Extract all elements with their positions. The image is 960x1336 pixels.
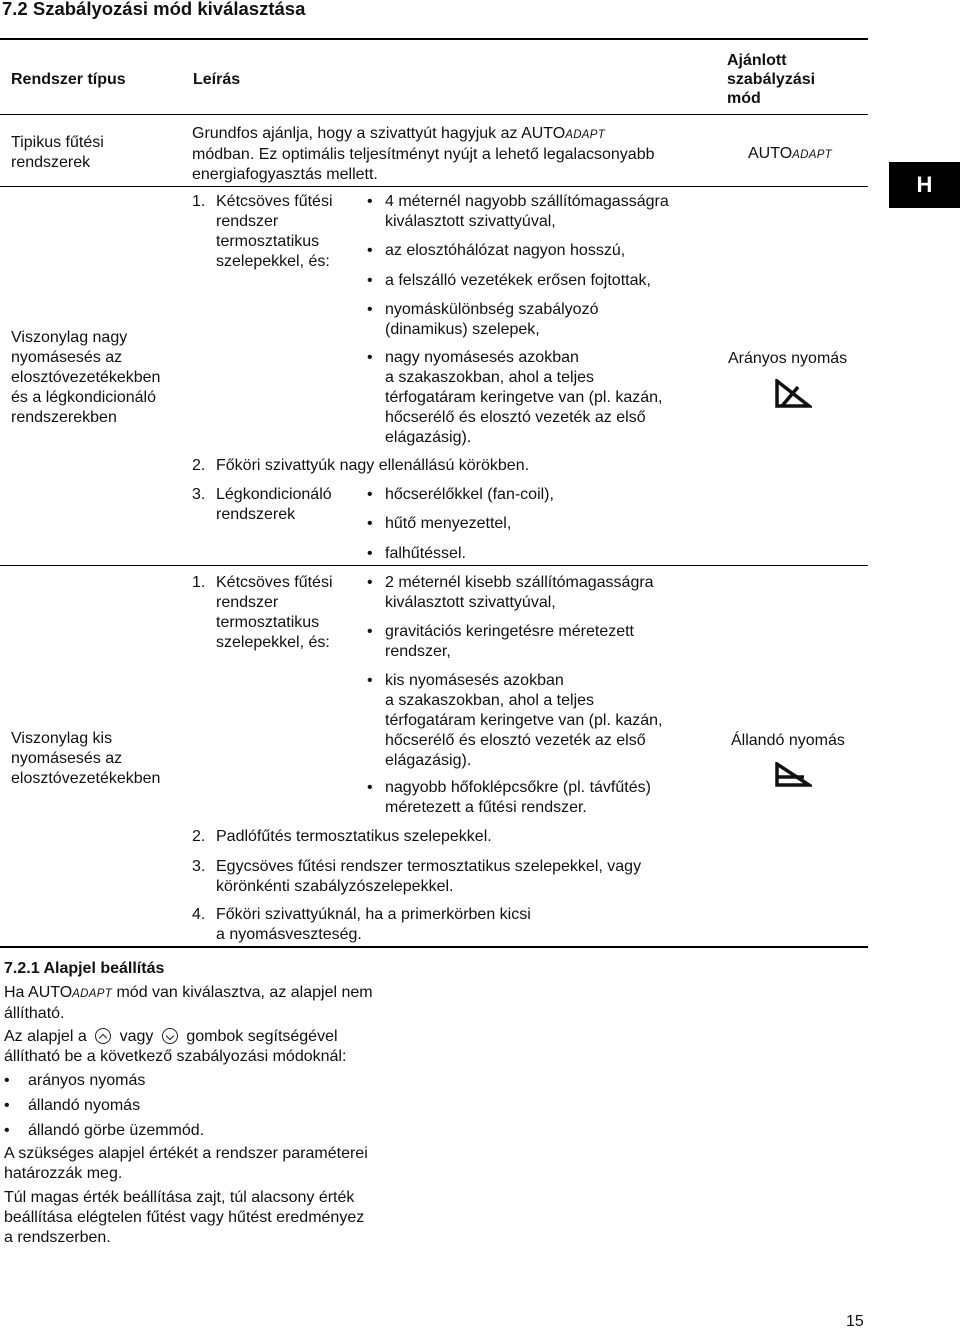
up-button-icon xyxy=(95,1028,111,1044)
row2-item-3: 3. Légkondicionáló rendszerek xyxy=(192,486,332,523)
mode-list-item-3: • állandó görbe üzemmód. xyxy=(4,1121,204,1141)
mode-list-item-1: • arányos nyomás xyxy=(4,1071,145,1091)
row1-description: Grundfos ajánlja, hogy a szivattyút hagyjuk az AUTOADAPT módban. Ez optimális teljesítményt nyújt a lehető legalacsonyabb energiafogyasztás mellett. xyxy=(192,125,655,183)
row2-bullet-4: • nyomáskülönbség szabályozó (dinamikus) szelepek, xyxy=(367,300,707,340)
page-number: 15 xyxy=(846,1313,864,1330)
proportional-pressure-icon xyxy=(774,379,812,409)
section-title: 7.2 Szabályozási mód kiválasztása xyxy=(2,0,306,19)
row2-bullet-2: • az elosztóhálózat nagyon hosszú, xyxy=(367,241,707,261)
row2-mode: Arányos nyomás xyxy=(728,350,848,367)
subsection-title: 7.2.1 Alapjel beállítás xyxy=(4,960,165,977)
row3-item-3: 3. Egycsöves fűtési rendszer termosztatikus szelepekkel, vagy körönkénti szabályzószelepekkel. xyxy=(192,858,642,895)
paragraph-warning: Túl magas érték beállítása zajt, túl alacsony érték beállítása elégtelen fűtést vagy hűtést eredményez a rendszerben. xyxy=(4,1189,365,1246)
row1-system-type: Tipikus fűtési rendszerek xyxy=(11,134,104,171)
row2-item-1: 1. Kétcsöves fűtési rendszer termosztatikus szelepekkel, és: xyxy=(192,193,333,270)
row2-item3-bullet-3: • falhűtéssel. xyxy=(367,544,707,564)
row3-bullet-3: • kis nyomásesés azokban a szakaszokban, ahol a teljes térfogatáram keringetve van (pl. kazán, hőcserélő és elosztó vezeték az első elágazásig). xyxy=(367,671,707,771)
table-top-rule xyxy=(0,38,868,40)
row3-bullet-2: • gravitációs keringetésre méretezett rendszer, xyxy=(367,622,707,662)
header-description: Leírás xyxy=(193,71,241,88)
paragraph-setpoint-buttons: Az alapjel a vagy gombok segítségével állítható be a következő szabályozási módoknál: xyxy=(4,1028,347,1065)
row2-item3-bullet-1: • hőcserélőkkel (fan-coil), xyxy=(367,485,707,505)
row3-item-4: 4. Főköri szivattyúknál, ha a primerkörben kicsi a nyomásveszteség. xyxy=(192,906,531,943)
language-tab: H xyxy=(889,162,960,208)
row2-system-type: Viszonylag nagy nyomásesés az elosztóvezetékekben és a légkondicionáló rendszerekben xyxy=(11,329,161,426)
row2-bullet-5: • nagy nyomásesés azokban a szakaszokban, ahol a teljes térfogatáram keringetve van (pl. kazán, hőcserélő és elosztó vezeték az első elágazásig). xyxy=(367,348,707,448)
row1-rule xyxy=(0,186,868,187)
paragraph-setpoint-value: A szükséges alapjel értékét a rendszer paraméterei határozzák meg. xyxy=(4,1145,368,1182)
header-rule xyxy=(0,114,868,115)
row2-bullet-1: • 4 méternél nagyobb szállítómagasságra kiválasztott szivattyúval, xyxy=(367,192,707,232)
paragraph-autoadapt: Ha AUTOADAPT mód van kiválasztva, az alapjel nem állítható. xyxy=(4,984,373,1022)
row2-bullet-3: • a felszálló vezetékek erősen fojtottak, xyxy=(367,271,707,291)
mode-list-item-2: • állandó nyomás xyxy=(4,1096,140,1116)
header-system-type: Rendszer típus xyxy=(11,71,126,88)
row3-bullet-4: • nagyobb hőfoklépcsőkre (pl. távfűtés) méretezett a fűtési rendszer. xyxy=(367,778,707,818)
row2-rule xyxy=(0,565,868,566)
row3-bullet-1: • 2 méternél kisebb szállítómagasságra kiválasztott szivattyúval, xyxy=(367,573,707,613)
header-recommended-mode: Ajánlott szabályzási mód xyxy=(727,52,816,107)
row2-item-2: 2. Főköri szivattyúk nagy ellenállású körökben. xyxy=(192,457,530,474)
row1-mode: AUTOADAPT xyxy=(748,145,832,162)
row3-system-type: Viszonylag kis nyomásesés az elosztóvezetékekben xyxy=(11,730,161,787)
row2-item3-bullet-2: • hűtő menyezettel, xyxy=(367,514,707,534)
row3-mode: Állandó nyomás xyxy=(731,732,845,749)
row3-item-1: 1. Kétcsöves fűtési rendszer termosztatikus szelepekkel, és: xyxy=(192,574,333,651)
constant-pressure-icon xyxy=(774,762,812,788)
down-button-icon xyxy=(162,1028,178,1044)
row3-item-2: 2. Padlófűtés termosztatikus szelepekkel. xyxy=(192,828,492,845)
table-bottom-rule xyxy=(0,946,868,948)
